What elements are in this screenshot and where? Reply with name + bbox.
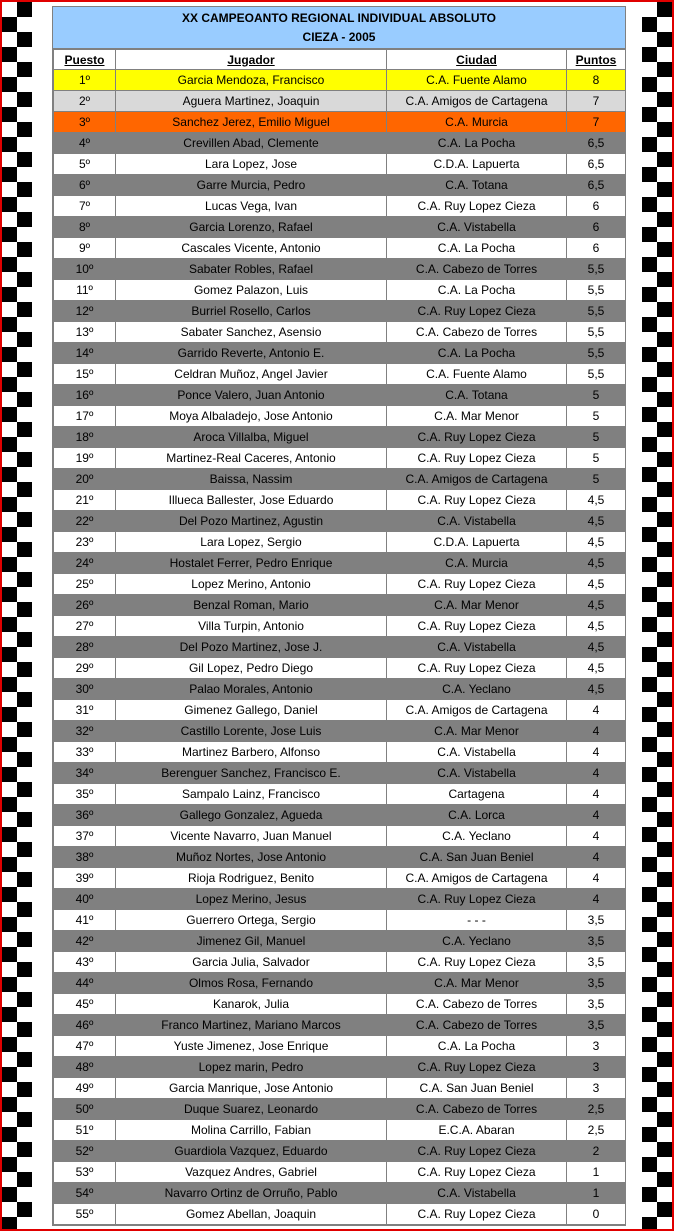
cell-jugador: Guardiola Vazquez, Eduardo bbox=[116, 1141, 387, 1162]
cell-puntos: 5,5 bbox=[567, 280, 626, 301]
cell-puesto: 33º bbox=[54, 742, 116, 763]
cell-puesto: 31º bbox=[54, 700, 116, 721]
cell-ciudad: C.A. Lorca bbox=[387, 805, 567, 826]
cell-jugador: Martinez Barbero, Alfonso bbox=[116, 742, 387, 763]
cell-jugador: Martinez-Real Caceres, Antonio bbox=[116, 448, 387, 469]
cell-ciudad: C.A. Ruy Lopez Cieza bbox=[387, 1162, 567, 1183]
table-row bbox=[54, 868, 626, 889]
standings-table bbox=[53, 49, 626, 1225]
table-row bbox=[54, 889, 626, 910]
cell-puntos: 4,5 bbox=[567, 616, 626, 637]
cell-puntos: 3 bbox=[567, 1057, 626, 1078]
cell-jugador: Lopez Merino, Antonio bbox=[116, 574, 387, 595]
cell-ciudad: C.A. Ruy Lopez Cieza bbox=[387, 301, 567, 322]
cell-puntos: 4 bbox=[567, 763, 626, 784]
table-row bbox=[54, 1141, 626, 1162]
cell-jugador: Baissa, Nassim bbox=[116, 469, 387, 490]
cell-ciudad: C.A. Fuente Alamo bbox=[387, 364, 567, 385]
cell-puntos: 4 bbox=[567, 742, 626, 763]
table-row bbox=[54, 910, 626, 931]
cell-jugador: Vazquez Andres, Gabriel bbox=[116, 1162, 387, 1183]
cell-ciudad: - - - bbox=[387, 910, 567, 931]
cell-jugador: Guerrero Ortega, Sergio bbox=[116, 910, 387, 931]
cell-jugador: Gallego Gonzalez, Agueda bbox=[116, 805, 387, 826]
cell-ciudad: C.A. Amigos de Cartagena bbox=[387, 91, 567, 112]
cell-puesto: 55º bbox=[54, 1204, 116, 1225]
table-row bbox=[54, 826, 626, 847]
table-row bbox=[54, 742, 626, 763]
cell-puesto: 12º bbox=[54, 301, 116, 322]
cell-jugador: Cascales Vicente, Antonio bbox=[116, 238, 387, 259]
cell-puesto: 43º bbox=[54, 952, 116, 973]
cell-puesto: 17º bbox=[54, 406, 116, 427]
cell-jugador: Lara Lopez, Jose bbox=[116, 154, 387, 175]
cell-ciudad: C.A. Amigos de Cartagena bbox=[387, 868, 567, 889]
cell-jugador: Yuste Jimenez, Jose Enrique bbox=[116, 1036, 387, 1057]
cell-ciudad: C.A. La Pocha bbox=[387, 343, 567, 364]
cell-puesto: 5º bbox=[54, 154, 116, 175]
cell-puntos: 3,5 bbox=[567, 994, 626, 1015]
cell-jugador: Del Pozo Martinez, Jose J. bbox=[116, 637, 387, 658]
cell-puesto: 21º bbox=[54, 490, 116, 511]
cell-puesto: 38º bbox=[54, 847, 116, 868]
cell-puntos: 5,5 bbox=[567, 259, 626, 280]
title-block bbox=[53, 7, 625, 49]
cell-puntos: 5,5 bbox=[567, 322, 626, 343]
cell-puntos: 6,5 bbox=[567, 175, 626, 196]
table-row bbox=[54, 133, 626, 154]
cell-jugador: Burriel Rosello, Carlos bbox=[116, 301, 387, 322]
cell-ciudad: C.A. Ruy Lopez Cieza bbox=[387, 1141, 567, 1162]
cell-puntos: 4 bbox=[567, 700, 626, 721]
cell-puesto: 42º bbox=[54, 931, 116, 952]
cell-jugador: Olmos Rosa, Fernando bbox=[116, 973, 387, 994]
table-row bbox=[54, 259, 626, 280]
cell-ciudad: Cartagena bbox=[387, 784, 567, 805]
cell-jugador: Lara Lopez, Sergio bbox=[116, 532, 387, 553]
table-row bbox=[54, 1183, 626, 1204]
title-line1: XX CAMPEOANTO REGIONAL INDIVIDUAL ABSOLUTO bbox=[181, 11, 497, 25]
cell-ciudad: C.A. Ruy Lopez Cieza bbox=[387, 196, 567, 217]
cell-jugador: Navarro Ortinz de Orruño, Pablo bbox=[116, 1183, 387, 1204]
cell-ciudad: C.A. Vistabella bbox=[387, 763, 567, 784]
cell-jugador: Garre Murcia, Pedro bbox=[116, 175, 387, 196]
table-row bbox=[54, 1036, 626, 1057]
cell-puntos: 7 bbox=[567, 91, 626, 112]
cell-puesto: 40º bbox=[54, 889, 116, 910]
cell-ciudad: C.A. Murcia bbox=[387, 112, 567, 133]
cell-puesto: 49º bbox=[54, 1078, 116, 1099]
table-row bbox=[54, 994, 626, 1015]
cell-puesto: 41º bbox=[54, 910, 116, 931]
cell-jugador: Franco Martinez, Mariano Marcos bbox=[116, 1015, 387, 1036]
cell-puesto: 29º bbox=[54, 658, 116, 679]
cell-puntos: 7 bbox=[567, 112, 626, 133]
cell-jugador: Sabater Sanchez, Asensio bbox=[116, 322, 387, 343]
cell-jugador: Berenguer Sanchez, Francisco E. bbox=[116, 763, 387, 784]
cell-puntos: 6 bbox=[567, 196, 626, 217]
cell-puntos: 5 bbox=[567, 448, 626, 469]
cell-puntos: 4 bbox=[567, 868, 626, 889]
cell-jugador: Sabater Robles, Rafael bbox=[116, 259, 387, 280]
header-jugador: Jugador bbox=[116, 50, 387, 70]
cell-puntos: 0 bbox=[567, 1204, 626, 1225]
cell-ciudad: C.A. La Pocha bbox=[387, 238, 567, 259]
cell-jugador: Illueca Ballester, Jose Eduardo bbox=[116, 490, 387, 511]
cell-puntos: 3,5 bbox=[567, 1015, 626, 1036]
cell-jugador: Molina Carrillo, Fabian bbox=[116, 1120, 387, 1141]
cell-puesto: 37º bbox=[54, 826, 116, 847]
cell-puesto: 53º bbox=[54, 1162, 116, 1183]
cell-puesto: 9º bbox=[54, 238, 116, 259]
cell-puesto: 13º bbox=[54, 322, 116, 343]
cell-jugador: Celdran Muñoz, Angel Javier bbox=[116, 364, 387, 385]
cell-puntos: 6 bbox=[567, 217, 626, 238]
cell-jugador: Vicente Navarro, Juan Manuel bbox=[116, 826, 387, 847]
table-row bbox=[54, 805, 626, 826]
cell-ciudad: C.A. Totana bbox=[387, 175, 567, 196]
table-row bbox=[54, 952, 626, 973]
cell-ciudad: C.A. Ruy Lopez Cieza bbox=[387, 1204, 567, 1225]
cell-puntos: 8 bbox=[567, 70, 626, 91]
table-row bbox=[54, 574, 626, 595]
table-row bbox=[54, 427, 626, 448]
cell-puesto: 26º bbox=[54, 595, 116, 616]
cell-puesto: 35º bbox=[54, 784, 116, 805]
cell-puntos: 6,5 bbox=[567, 133, 626, 154]
table-row bbox=[54, 469, 626, 490]
cell-ciudad: C.A. Vistabella bbox=[387, 1183, 567, 1204]
table-row bbox=[54, 784, 626, 805]
cell-puesto: 48º bbox=[54, 1057, 116, 1078]
cell-ciudad: C.A. San Juan Beniel bbox=[387, 1078, 567, 1099]
table-row bbox=[54, 70, 626, 91]
cell-ciudad: C.A. Mar Menor bbox=[387, 595, 567, 616]
cell-ciudad: C.A. San Juan Beniel bbox=[387, 847, 567, 868]
cell-ciudad: C.D.A. Lapuerta bbox=[387, 532, 567, 553]
cell-ciudad: C.A. Ruy Lopez Cieza bbox=[387, 1057, 567, 1078]
cell-puesto: 32º bbox=[54, 721, 116, 742]
cell-ciudad: C.A. Ruy Lopez Cieza bbox=[387, 490, 567, 511]
table-row bbox=[54, 1057, 626, 1078]
cell-jugador: Sampalo Lainz, Francisco bbox=[116, 784, 387, 805]
header-puntos: Puntos bbox=[567, 50, 626, 70]
table-row bbox=[54, 490, 626, 511]
cell-jugador: Lucas Vega, Ivan bbox=[116, 196, 387, 217]
cell-ciudad: C.A. Amigos de Cartagena bbox=[387, 469, 567, 490]
cell-puntos: 4,5 bbox=[567, 574, 626, 595]
table-row bbox=[54, 973, 626, 994]
standings-panel bbox=[52, 6, 626, 1226]
cell-ciudad: C.A. La Pocha bbox=[387, 1036, 567, 1057]
cell-ciudad: C.A. Vistabella bbox=[387, 742, 567, 763]
cell-jugador: Hostalet Ferrer, Pedro Enrique bbox=[116, 553, 387, 574]
cell-puntos: 4,5 bbox=[567, 679, 626, 700]
cell-puntos: 5,5 bbox=[567, 301, 626, 322]
cell-jugador: Del Pozo Martinez, Agustin bbox=[116, 511, 387, 532]
cell-jugador: Crevillen Abad, Clemente bbox=[116, 133, 387, 154]
cell-puntos: 4,5 bbox=[567, 511, 626, 532]
cell-puntos: 5,5 bbox=[567, 343, 626, 364]
cell-puesto: 2º bbox=[54, 91, 116, 112]
cell-puesto: 23º bbox=[54, 532, 116, 553]
cell-puntos: 3 bbox=[567, 1036, 626, 1057]
cell-jugador: Kanarok, Julia bbox=[116, 994, 387, 1015]
table-row bbox=[54, 721, 626, 742]
table-row bbox=[54, 448, 626, 469]
table-row bbox=[54, 616, 626, 637]
table-row bbox=[54, 1015, 626, 1036]
cell-puesto: 50º bbox=[54, 1099, 116, 1120]
table-row bbox=[54, 217, 626, 238]
cell-puntos: 3,5 bbox=[567, 910, 626, 931]
cell-ciudad: C.A. Fuente Alamo bbox=[387, 70, 567, 91]
cell-puntos: 5 bbox=[567, 406, 626, 427]
cell-jugador: Rioja Rodriguez, Benito bbox=[116, 868, 387, 889]
cell-puesto: 46º bbox=[54, 1015, 116, 1036]
cell-jugador: Garcia Mendoza, Francisco bbox=[116, 70, 387, 91]
table-row bbox=[54, 511, 626, 532]
cell-ciudad: C.A. Mar Menor bbox=[387, 721, 567, 742]
table-row bbox=[54, 154, 626, 175]
cell-puntos: 6,5 bbox=[567, 154, 626, 175]
cell-jugador: Gil Lopez, Pedro Diego bbox=[116, 658, 387, 679]
table-row bbox=[54, 1120, 626, 1141]
table-row bbox=[54, 343, 626, 364]
cell-puntos: 4 bbox=[567, 889, 626, 910]
table-row bbox=[54, 91, 626, 112]
cell-jugador: Lopez Merino, Jesus bbox=[116, 889, 387, 910]
table-row bbox=[54, 238, 626, 259]
cell-puntos: 4,5 bbox=[567, 658, 626, 679]
cell-puntos: 6 bbox=[567, 238, 626, 259]
cell-puesto: 18º bbox=[54, 427, 116, 448]
table-row bbox=[54, 112, 626, 133]
table-row bbox=[54, 658, 626, 679]
cell-puesto: 54º bbox=[54, 1183, 116, 1204]
table-row bbox=[54, 1162, 626, 1183]
table-row bbox=[54, 364, 626, 385]
cell-puntos: 4 bbox=[567, 805, 626, 826]
table-row bbox=[54, 763, 626, 784]
cell-puntos: 5 bbox=[567, 385, 626, 406]
cell-puesto: 45º bbox=[54, 994, 116, 1015]
cell-puesto: 27º bbox=[54, 616, 116, 637]
cell-puntos: 1 bbox=[567, 1162, 626, 1183]
cell-puntos: 5,5 bbox=[567, 364, 626, 385]
cell-jugador: Palao Morales, Antonio bbox=[116, 679, 387, 700]
cell-puesto: 10º bbox=[54, 259, 116, 280]
cell-ciudad: C.A. Ruy Lopez Cieza bbox=[387, 427, 567, 448]
cell-puesto: 7º bbox=[54, 196, 116, 217]
table-row bbox=[54, 679, 626, 700]
cell-puesto: 34º bbox=[54, 763, 116, 784]
cell-puesto: 25º bbox=[54, 574, 116, 595]
cell-ciudad: C.A. Yeclano bbox=[387, 931, 567, 952]
cell-jugador: Garcia Lorenzo, Rafael bbox=[116, 217, 387, 238]
cell-ciudad: C.A. Murcia bbox=[387, 553, 567, 574]
cell-ciudad: C.A. Cabezo de Torres bbox=[387, 1099, 567, 1120]
cell-puesto: 11º bbox=[54, 280, 116, 301]
cell-ciudad: C.A. La Pocha bbox=[387, 280, 567, 301]
cell-ciudad: C.A. Mar Menor bbox=[387, 973, 567, 994]
checkered-border-left bbox=[2, 2, 32, 1229]
cell-jugador: Ponce Valero, Juan Antonio bbox=[116, 385, 387, 406]
cell-puntos: 2,5 bbox=[567, 1120, 626, 1141]
cell-jugador: Garcia Julia, Salvador bbox=[116, 952, 387, 973]
cell-jugador: Benzal Roman, Mario bbox=[116, 595, 387, 616]
cell-ciudad: E.C.A. Abaran bbox=[387, 1120, 567, 1141]
cell-puesto: 22º bbox=[54, 511, 116, 532]
cell-puntos: 3,5 bbox=[567, 973, 626, 994]
cell-jugador: Lopez marin, Pedro bbox=[116, 1057, 387, 1078]
cell-puesto: 44º bbox=[54, 973, 116, 994]
cell-puesto: 4º bbox=[54, 133, 116, 154]
cell-puntos: 3 bbox=[567, 1078, 626, 1099]
cell-ciudad: C.A. La Pocha bbox=[387, 133, 567, 154]
header-row bbox=[54, 50, 626, 70]
cell-ciudad: C.A. Cabezo de Torres bbox=[387, 1015, 567, 1036]
cell-ciudad: C.A. Cabezo de Torres bbox=[387, 994, 567, 1015]
table-row bbox=[54, 847, 626, 868]
cell-puntos: 4 bbox=[567, 847, 626, 868]
cell-puesto: 14º bbox=[54, 343, 116, 364]
cell-puntos: 4,5 bbox=[567, 553, 626, 574]
table-row bbox=[54, 595, 626, 616]
cell-puesto: 16º bbox=[54, 385, 116, 406]
cell-puntos: 4,5 bbox=[567, 490, 626, 511]
cell-ciudad: C.D.A. Lapuerta bbox=[387, 154, 567, 175]
cell-ciudad: C.A. Ruy Lopez Cieza bbox=[387, 658, 567, 679]
cell-jugador: Jimenez Gil, Manuel bbox=[116, 931, 387, 952]
cell-jugador: Garcia Manrique, Jose Antonio bbox=[116, 1078, 387, 1099]
cell-ciudad: C.A. Vistabella bbox=[387, 511, 567, 532]
table-row bbox=[54, 1099, 626, 1120]
cell-puesto: 15º bbox=[54, 364, 116, 385]
cell-puntos: 4,5 bbox=[567, 637, 626, 658]
cell-jugador: Gomez Abellan, Joaquin bbox=[116, 1204, 387, 1225]
cell-puesto: 52º bbox=[54, 1141, 116, 1162]
cell-puntos: 4,5 bbox=[567, 595, 626, 616]
cell-ciudad: C.A. Yeclano bbox=[387, 679, 567, 700]
cell-puntos: 3,5 bbox=[567, 952, 626, 973]
cell-puntos: 1 bbox=[567, 1183, 626, 1204]
cell-puntos: 4 bbox=[567, 826, 626, 847]
cell-ciudad: C.A. Ruy Lopez Cieza bbox=[387, 889, 567, 910]
cell-ciudad: C.A. Vistabella bbox=[387, 637, 567, 658]
cell-puntos: 4 bbox=[567, 721, 626, 742]
cell-puntos: 2,5 bbox=[567, 1099, 626, 1120]
cell-ciudad: C.A. Cabezo de Torres bbox=[387, 259, 567, 280]
table-row bbox=[54, 1204, 626, 1225]
checkered-border-right bbox=[642, 2, 672, 1229]
standings-body bbox=[54, 70, 626, 1225]
cell-ciudad: C.A. Ruy Lopez Cieza bbox=[387, 616, 567, 637]
cell-puesto: 8º bbox=[54, 217, 116, 238]
header-puesto: Puesto bbox=[54, 50, 116, 70]
cell-jugador: Garrido Reverte, Antonio E. bbox=[116, 343, 387, 364]
cell-puesto: 19º bbox=[54, 448, 116, 469]
cell-puntos: 3,5 bbox=[567, 931, 626, 952]
table-row bbox=[54, 700, 626, 721]
cell-puesto: 24º bbox=[54, 553, 116, 574]
cell-jugador: Aguera Martinez, Joaquin bbox=[116, 91, 387, 112]
table-row bbox=[54, 280, 626, 301]
title-line2: CIEZA - 2005 bbox=[302, 30, 376, 44]
cell-ciudad: C.A. Mar Menor bbox=[387, 406, 567, 427]
cell-jugador: Duque Suarez, Leonardo bbox=[116, 1099, 387, 1120]
table-row bbox=[54, 637, 626, 658]
table-row bbox=[54, 322, 626, 343]
cell-puntos: 5 bbox=[567, 469, 626, 490]
table-row bbox=[54, 301, 626, 322]
cell-puesto: 51º bbox=[54, 1120, 116, 1141]
cell-puesto: 1º bbox=[54, 70, 116, 91]
cell-puntos: 5 bbox=[567, 427, 626, 448]
cell-ciudad: C.A. Cabezo de Torres bbox=[387, 322, 567, 343]
cell-jugador: Gimenez Gallego, Daniel bbox=[116, 700, 387, 721]
cell-jugador: Sanchez Jerez, Emilio Miguel bbox=[116, 112, 387, 133]
cell-puesto: 36º bbox=[54, 805, 116, 826]
cell-puntos: 4,5 bbox=[567, 532, 626, 553]
cell-puesto: 28º bbox=[54, 637, 116, 658]
cell-puntos: 2 bbox=[567, 1141, 626, 1162]
cell-puesto: 3º bbox=[54, 112, 116, 133]
cell-puesto: 39º bbox=[54, 868, 116, 889]
cell-jugador: Aroca Villalba, Miguel bbox=[116, 427, 387, 448]
table-row bbox=[54, 553, 626, 574]
cell-puesto: 20º bbox=[54, 469, 116, 490]
table-row bbox=[54, 532, 626, 553]
table-row bbox=[54, 931, 626, 952]
cell-puesto: 30º bbox=[54, 679, 116, 700]
cell-jugador: Gomez Palazon, Luis bbox=[116, 280, 387, 301]
header-ciudad: Ciudad bbox=[387, 50, 567, 70]
cell-ciudad: C.A. Ruy Lopez Cieza bbox=[387, 574, 567, 595]
cell-ciudad: C.A. Vistabella bbox=[387, 217, 567, 238]
table-row bbox=[54, 406, 626, 427]
table-row bbox=[54, 385, 626, 406]
cell-jugador: Castillo Lorente, Jose Luis bbox=[116, 721, 387, 742]
cell-ciudad: C.A. Yeclano bbox=[387, 826, 567, 847]
cell-puesto: 6º bbox=[54, 175, 116, 196]
cell-puesto: 47º bbox=[54, 1036, 116, 1057]
table-row bbox=[54, 1078, 626, 1099]
cell-jugador: Moya Albaladejo, Jose Antonio bbox=[116, 406, 387, 427]
cell-ciudad: C.A. Totana bbox=[387, 385, 567, 406]
cell-jugador: Muñoz Nortes, Jose Antonio bbox=[116, 847, 387, 868]
cell-puntos: 4 bbox=[567, 784, 626, 805]
cell-ciudad: C.A. Ruy Lopez Cieza bbox=[387, 952, 567, 973]
cell-jugador: Villa Turpin, Antonio bbox=[116, 616, 387, 637]
table-row bbox=[54, 175, 626, 196]
cell-ciudad: C.A. Ruy Lopez Cieza bbox=[387, 448, 567, 469]
table-row bbox=[54, 196, 626, 217]
cell-ciudad: C.A. Amigos de Cartagena bbox=[387, 700, 567, 721]
